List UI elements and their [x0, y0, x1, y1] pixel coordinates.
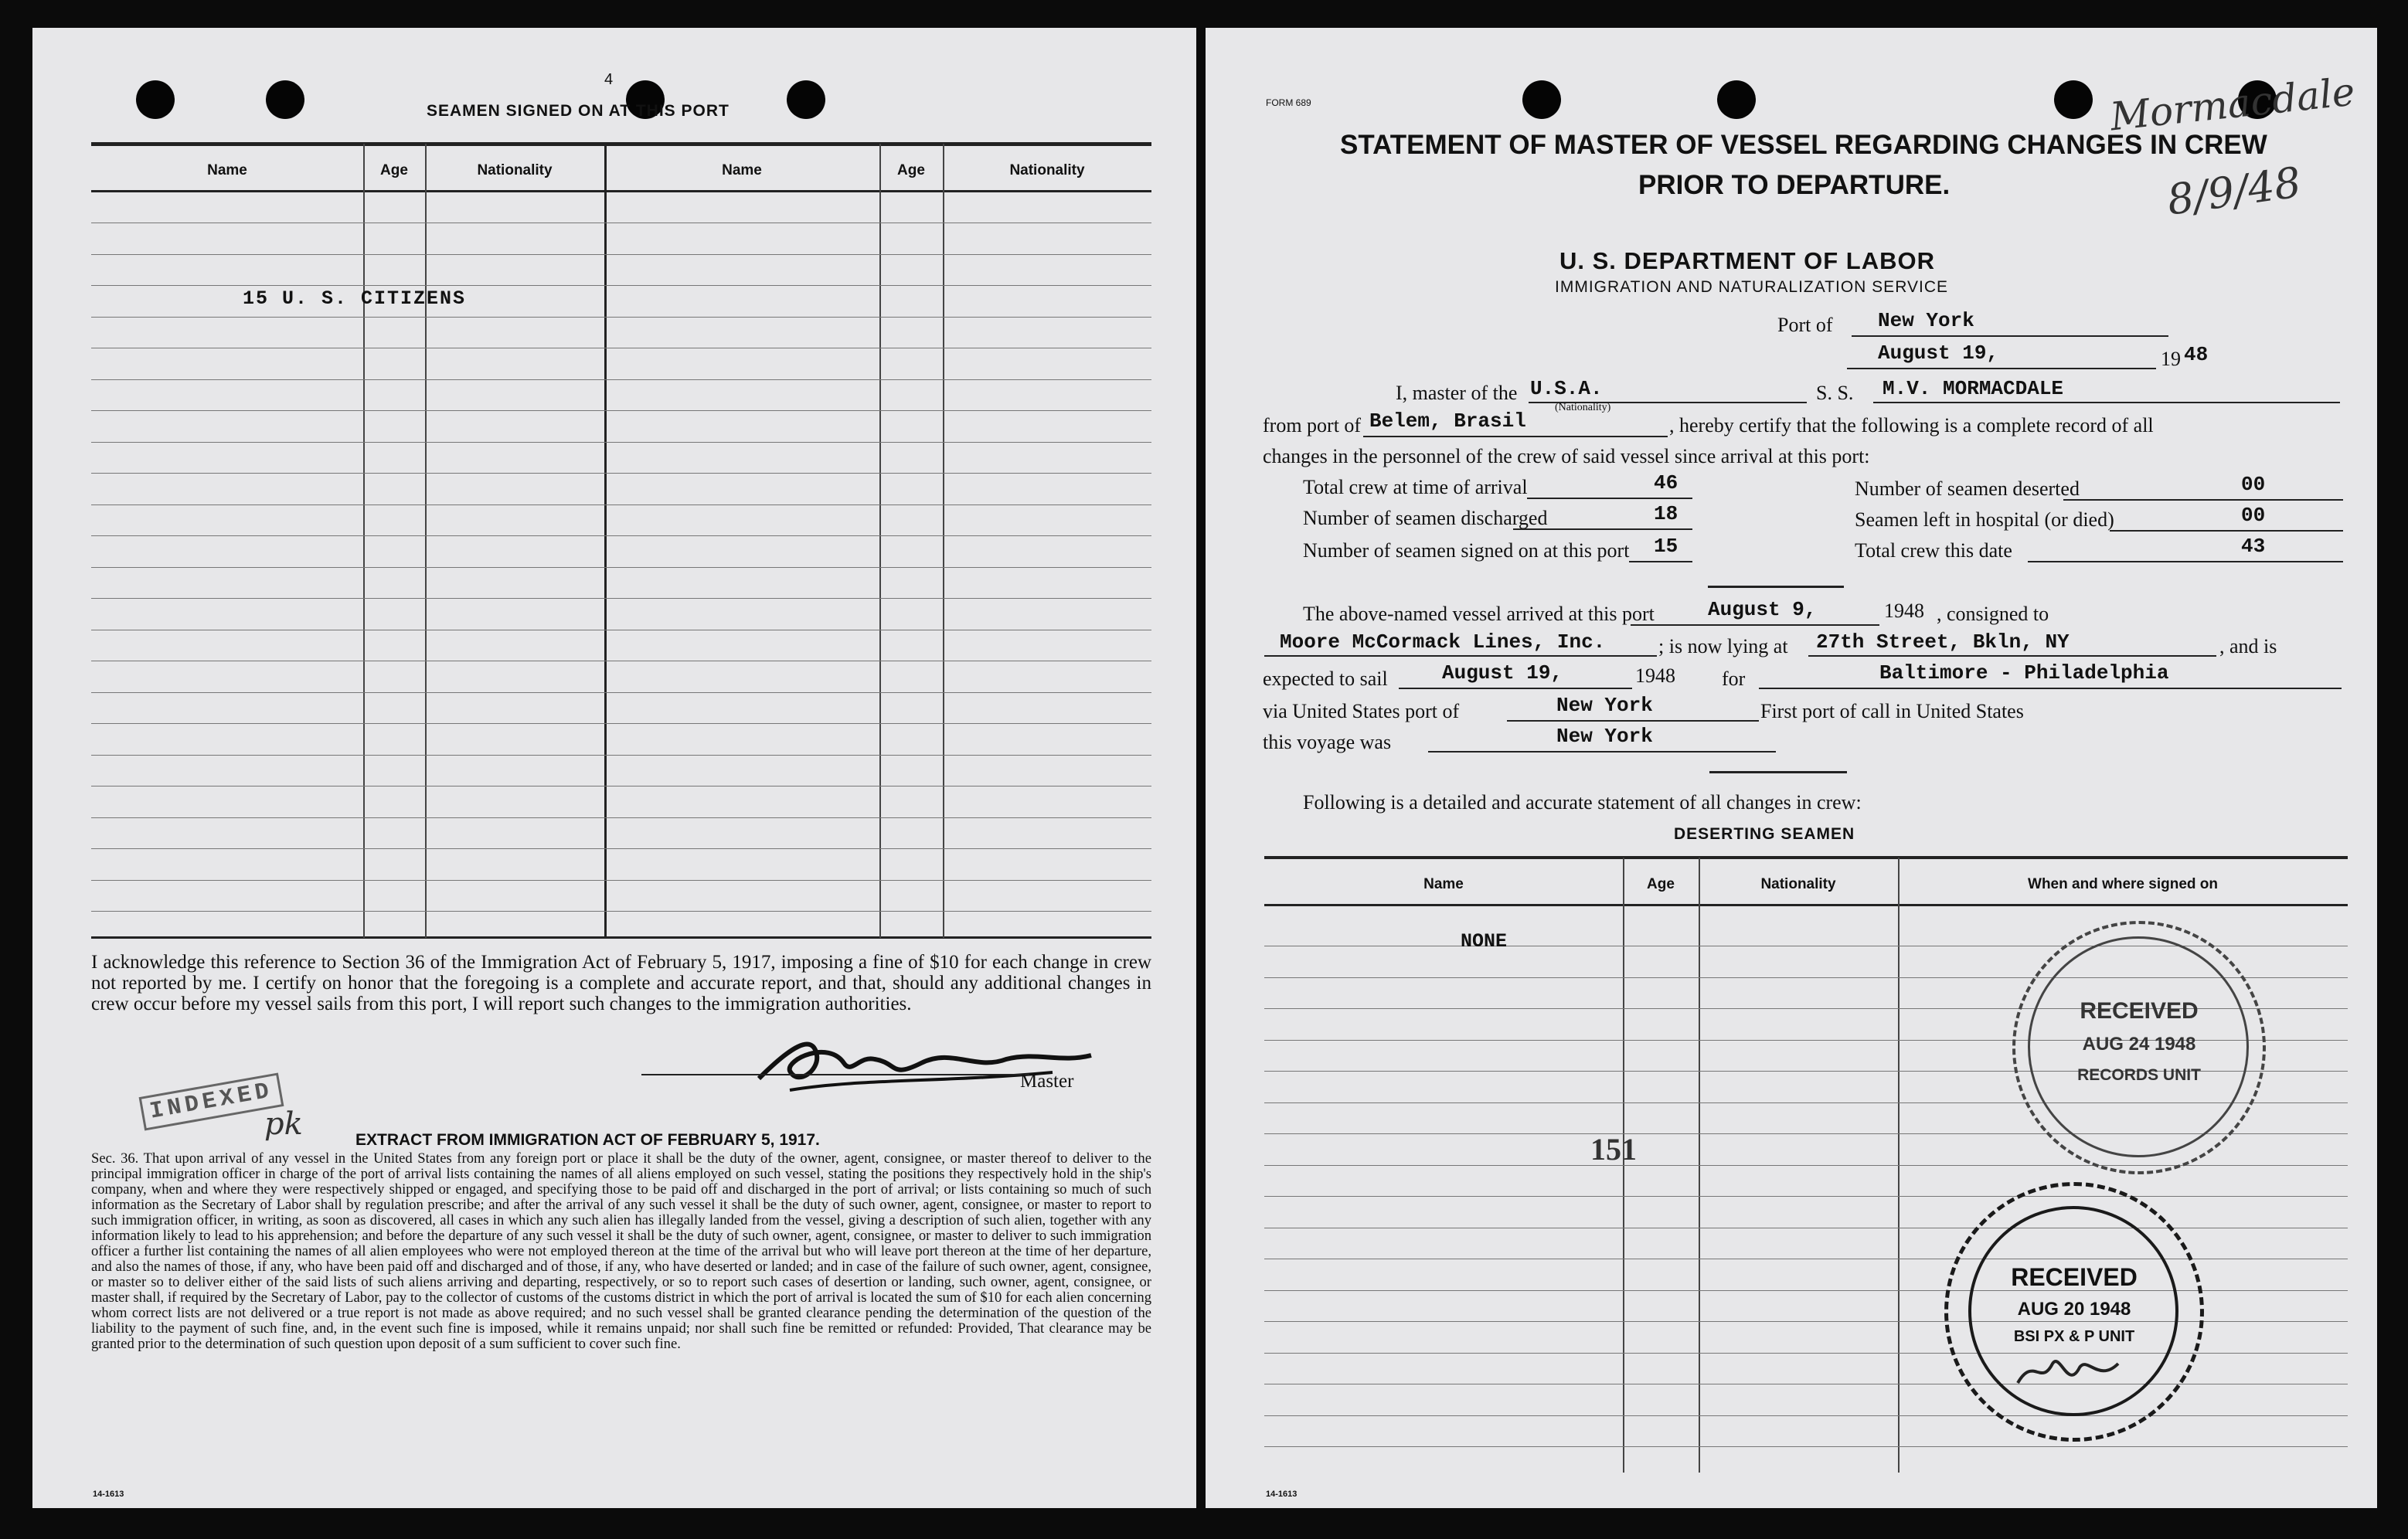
extract-text: Sec. 36. That upon arrival of any vessel in the United States from any foreign port or place it shall be the duty of the owner, agent, consignee, or master thereof to deliver to the principal immigration officer in charge of the port of arrival lists containing the names of all aliens employed on such vessel, stating the positions they respectively hold in the ship's company, when and where they were respectively shipped or engaged, and specifying those to be paid off and discharged in the port of arrival; or lists containing so much of such information as the Secretary of Labor shall by regulation prescribe; and after the arrival of any such vessel it shall be the duty of such owner, agent, consignee, or master to report to such immigration officer, in writing, as soon as discovered, all cases in which any such alien has illegally landed from the vessel, giving a description of such alien, together with any information likely to lead to his apprehension; and before the departure of any such vessel it shall be the duty of such owner, agent, consignee, or master to deliver to such immigration officer a further list containing the names of all alien employees who were not employed thereon at the time of the arrival but who will leave port thereon at the time of her departure, and also the names of those, if any, who have been paid off and discharged and of those, if any, who have deserted or landed; and in case of the failure of such owner, agent, consignee, or master so to deliver either of the said lists of such aliens arriving and departing, respectively, or so to report such cases of desertion or landing, such owner, agent, consignee, or master shall, if required by the Secretary of Labor, pay to the collector of customs of the customs district in which the port of arrival is located the sum of $10 for each alien concerning whom correct lists are not delivered or a true report is not made as above required; and no such vessel shall be granted clearance pending the determination of the question of the liability to the payment of such fine, and, in the event such fine is imposed, while it remains unpaid; nor shall such fine be remitted or refunded: Provided, That clearance may be granted prior to the determination of such question upon deposit of a sum sufficient to cover such fine. [91, 1150, 1151, 1352]
table-row-rule [91, 817, 1151, 818]
signed-on-label: Number of seamen signed on at this port [1303, 539, 1630, 562]
table-row-rule [91, 911, 1151, 912]
form-number: FORM 689 [1266, 97, 1311, 108]
table-row-rule [91, 755, 1151, 756]
for-value: Baltimore - Philadelphia [1879, 661, 2169, 685]
table-row-rule [91, 535, 1151, 536]
page-number: 4 [604, 71, 614, 88]
table-row-rule [1264, 1415, 2348, 1416]
changes-text: changes in the personnel of the crew of said vessel since arrival at this port: [1263, 445, 1870, 467]
indexed-stamp: INDEXED [139, 1072, 284, 1130]
consignee: Moore McCormack Lines, Inc. [1280, 630, 1606, 654]
table-row-rule [91, 723, 1151, 724]
punch-hole [266, 80, 304, 119]
statement-title-line2: PRIOR TO DEPARTURE. [1638, 170, 1951, 200]
col-nationality: Nationality [1760, 876, 1836, 892]
table-row-rule [91, 598, 1151, 599]
table-row-rule [91, 692, 1151, 693]
left-page [32, 28, 1196, 1508]
port-value: New York [1878, 309, 1974, 332]
master-signature-line [641, 1074, 1029, 1075]
table-row-rule [91, 285, 1151, 286]
expected-year: 1948 [1635, 664, 1675, 687]
consigned-label: , consigned to [1937, 603, 2049, 625]
total-now-value: 43 [2241, 535, 2266, 558]
statement-title-line1: STATEMENT OF MASTER OF VESSEL REGARDING CHANGES IN CREW [1340, 130, 2267, 160]
first-port-label: First port of call in United States [1760, 700, 2024, 722]
nationality-caption: (Nationality) [1555, 402, 1611, 413]
punch-hole [136, 80, 175, 119]
hospital-label: Seamen left in hospital (or died) [1855, 508, 2114, 531]
stamp-received: RECEIVED [2080, 998, 2199, 1024]
port-label: Port of [1777, 314, 1833, 336]
col-nationality-2: Nationality [1009, 162, 1085, 178]
ss-label: S. S. [1816, 382, 1854, 404]
table-row-rule [91, 473, 1151, 474]
acknowledgement-text: I acknowledge this reference to Section 36 of the Immigration Act of February 5, 1917, imposing a fine of $10 for each change in crew not reported by me. I certify on honor that the foregoing is a complete and accurate report, and that, should any additional changes in crew occur before my vessel sails from this port, I will report such changes to the immigration authorities. [91, 952, 1151, 1014]
table-row-rule [91, 567, 1151, 568]
from-port-value: Belem, Brasil [1369, 409, 1526, 433]
voyage-label: this voyage was [1263, 731, 1392, 753]
department: U. S. DEPARTMENT OF LABOR [1559, 247, 1935, 274]
handwritten-date: 8/9/48 [2164, 158, 2304, 225]
seamen-signed-title: SEAMEN SIGNED ON AT THIS PORT [427, 102, 730, 120]
arrived-date: August 9, [1708, 598, 1817, 621]
stamp-date: AUG 24 1948 [2082, 1034, 2196, 1055]
col-name: Name [1423, 876, 1464, 892]
expected-label: expected to sail [1263, 668, 1388, 690]
col-name: Name [207, 162, 247, 178]
table-row-rule [1264, 1196, 2348, 1197]
via-label: via United States port of [1263, 700, 1460, 722]
none-entry: NONE [1461, 930, 1508, 953]
year-prefix: 19 [2161, 348, 2181, 370]
vessel-name: M.V. MORMACDALE [1883, 377, 2064, 400]
handwritten-vessel: Mormacdale [2107, 69, 2357, 140]
col-nationality: Nationality [477, 162, 553, 178]
total-now-label: Total crew this date [1855, 539, 2012, 562]
arrived-label: The above-named vessel arrived at this port [1303, 603, 1655, 625]
voyage-value: New York [1556, 725, 1653, 748]
table-row-rule [91, 379, 1151, 380]
expected-date: August 19, [1442, 661, 1563, 685]
lying-value: 27th Street, Bkln, NY [1816, 630, 2070, 654]
table-row-rule [91, 317, 1151, 318]
signed-on-value: 15 [1654, 535, 1678, 558]
extract-title: EXTRACT FROM IMMIGRATION ACT OF FEBRUARY 5, 1917. [355, 1131, 820, 1149]
total-arrival-label: Total crew at time of arrival [1303, 476, 1528, 498]
table-row-rule [91, 410, 1151, 411]
nationality-value: U.S.A. [1530, 377, 1603, 400]
stamp-unit: RECORDS UNIT [2077, 1066, 2201, 1084]
form-code-right: 14-1613 [1266, 1490, 1298, 1499]
punch-hole [2054, 80, 2093, 119]
received-stamp-records [2012, 921, 2266, 1174]
service: IMMIGRATION AND NATURALIZATION SERVICE [1555, 278, 1948, 296]
punch-hole [1522, 80, 1561, 119]
signed-on-entry: 15 U. S. CITIZENS [243, 287, 467, 310]
table-row-rule [1264, 1446, 2348, 1447]
col-name-2: Name [722, 162, 762, 178]
stamp-initials [2010, 1348, 2134, 1395]
table-row-rule [91, 848, 1151, 849]
following-text: Following is a detailed and accurate statement of all changes in crew: [1303, 791, 1862, 814]
date-value: August 19, [1878, 341, 1999, 365]
deserted-label: Number of seamen deserted [1855, 477, 2080, 500]
punch-hole [787, 80, 825, 119]
master-label: Master [1020, 1071, 1074, 1092]
deserting-title: DESERTING SEAMEN [1674, 825, 1855, 843]
number-151: 151 [1590, 1132, 1637, 1167]
col-age: Age [1647, 876, 1675, 892]
form-code-left: 14-1613 [93, 1490, 124, 1499]
col-when-where: When and where signed on [2028, 876, 2218, 892]
for-label: for [1722, 668, 1746, 690]
master-of-label: I, master of the [1396, 382, 1518, 404]
hospital-value: 00 [2241, 504, 2266, 527]
col-age: Age [380, 162, 408, 178]
via-value: New York [1556, 694, 1653, 717]
handwritten-initials: pk [264, 1106, 303, 1142]
col-age-2: Age [897, 162, 925, 178]
table-row-rule [91, 442, 1151, 443]
deserted-value: 00 [2241, 473, 2266, 496]
received-stamp-bsi [1944, 1182, 2204, 1442]
arrived-year: 1948 [1884, 600, 1924, 622]
stamp-received: RECEIVED [2011, 1263, 2138, 1291]
and-is-text: , and is [2219, 635, 2277, 657]
punch-hole [1717, 80, 1756, 119]
table-row-rule [91, 254, 1151, 255]
right-page [1206, 28, 2377, 1508]
stamp-date: AUG 20 1948 [2017, 1299, 2131, 1320]
total-arrival-value: 46 [1654, 471, 1678, 494]
stamp-unit: BSI PX & P UNIT [2013, 1328, 2135, 1345]
year-value: 48 [2184, 343, 2209, 366]
lying-label: ; is now lying at [1658, 635, 1788, 657]
table-row-rule [91, 880, 1151, 881]
discharged-value: 18 [1654, 502, 1678, 525]
discharged-label: Number of seamen discharged [1303, 507, 1548, 529]
from-port-label: from port of [1263, 414, 1362, 437]
certify-text: , hereby certify that the following is a complete record of all [1669, 414, 2154, 437]
